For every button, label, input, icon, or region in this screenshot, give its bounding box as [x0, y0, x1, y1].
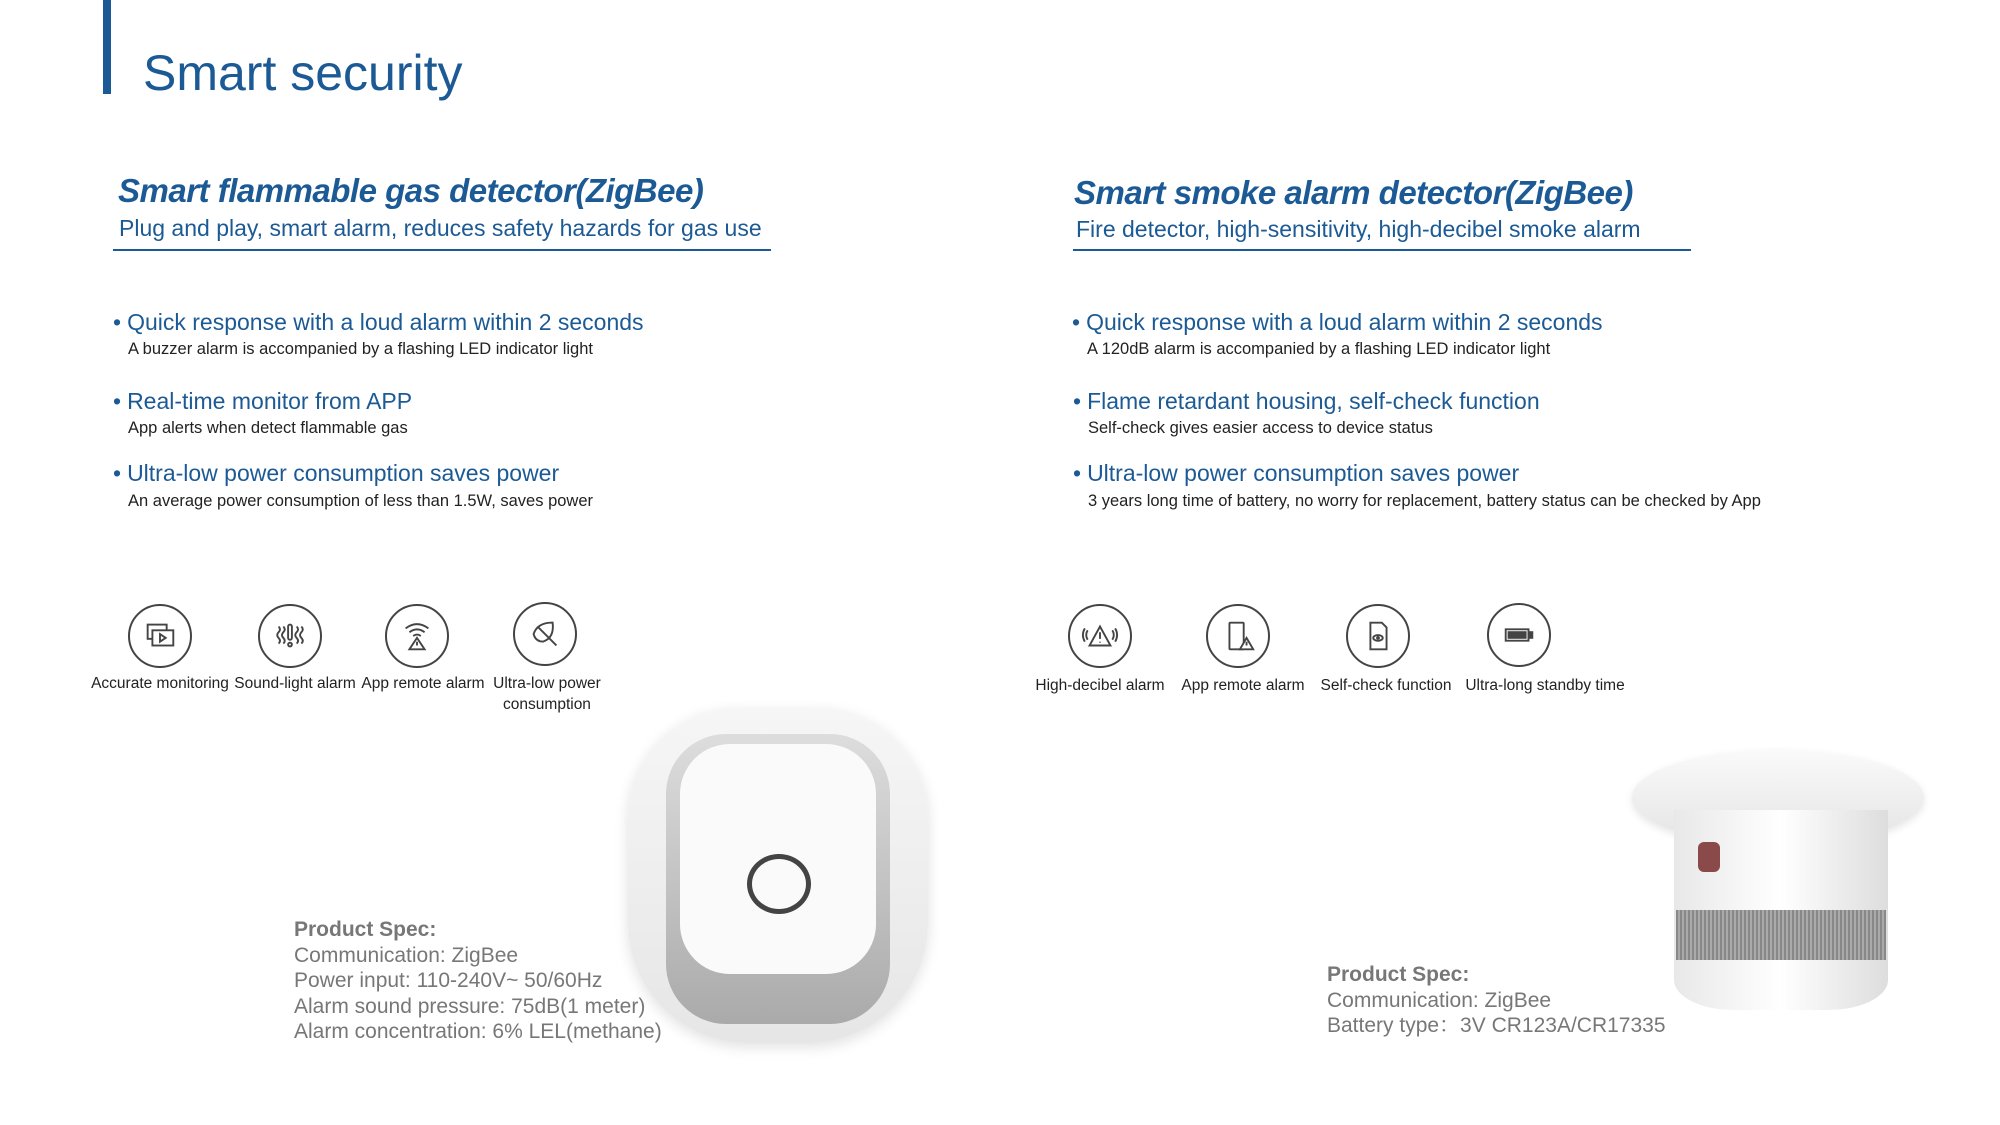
feature-title: • Flame retardant housing, self-check function [1088, 388, 1540, 415]
spec-title: Product Spec: [1327, 963, 1470, 986]
spec-line: Alarm sound pressure: 75dB(1 meter) [294, 994, 646, 1018]
feature-icon-label: Sound-light alarm [234, 675, 356, 692]
smoke-alarm-spec [1327, 962, 1666, 1039]
feature-icon-label: Ultra-low power consumption [493, 675, 601, 713]
battery-icon [1487, 603, 1551, 667]
feature-desc: Self-check gives easier access to device status [1088, 419, 1433, 437]
gas-detector-subtitle: Plug and play, smart alarm, reduces safety hazards for gas use [119, 215, 762, 241]
feature-icon-label: Self-check function [1320, 677, 1452, 694]
spec-line: Alarm concentration: 6% LEL(methane) [294, 1020, 662, 1043]
wifi-warning-icon [385, 604, 449, 668]
feature-title: • Quick response with a loud alarm within 2 seconds [128, 309, 644, 336]
feature-desc: App alerts when detect flammable gas [128, 419, 408, 437]
smoke-alarm-heading: Smart smoke alarm detector(ZigBee) [1074, 174, 1633, 211]
feature-title: • Quick response with a loud alarm within 2 seconds [1087, 309, 1603, 336]
feature-icon-label: Accurate monitoring [91, 675, 229, 692]
smoke-alarm-subtitle: Fire detector, high-sensitivity, high-decibel smoke alarm [1076, 216, 1641, 242]
feature-title: • Ultra-low power consumption saves power [1088, 460, 1519, 487]
sound-light-icon [258, 604, 322, 668]
leaf-icon [513, 602, 577, 666]
feature-icon-label: High-decibel alarm [1035, 677, 1165, 694]
feature-icon-label: App remote alarm [361, 675, 485, 692]
feature-icon-label: App remote alarm [1181, 677, 1305, 694]
phone-warning-icon [1206, 604, 1270, 668]
feature-icon-label: Ultra-long standby time [1465, 677, 1625, 694]
document-eye-icon [1346, 604, 1410, 668]
feature-desc: A 120dB alarm is accompanied by a flashing LED indicator light [1087, 340, 1551, 358]
spec-line: Power input: 110-240V~ 50/60Hz [294, 969, 603, 992]
title-accent-bar [103, 0, 111, 94]
feature-desc: An average power consumption of less than 1.5W, saves power [128, 492, 594, 510]
spec-line: Communication: ZigBee [294, 943, 519, 967]
spec-line: Battery type：3V CR123A/CR17335 [1327, 1014, 1666, 1037]
gas-detector-heading: Smart flammable gas detector(ZigBee) [118, 172, 704, 209]
feature-title: • Real-time monitor from APP [128, 388, 412, 415]
page-title: Smart security [143, 45, 463, 101]
gas-detector-image [628, 708, 928, 1043]
monitor-play-icon [128, 604, 192, 668]
loud-warning-icon [1068, 604, 1132, 668]
divider [1073, 249, 1691, 251]
spec-line: Communication: ZigBee [1327, 988, 1552, 1012]
feature-title: • Ultra-low power consumption saves power [128, 460, 559, 487]
feature-desc: A buzzer alarm is accompanied by a flashing LED indicator light [128, 340, 593, 358]
feature-desc: 3 years long time of battery, no worry for replacement, battery status can be checked by App [1088, 492, 1761, 510]
divider [113, 249, 771, 251]
gas-detector-spec [294, 917, 662, 1045]
spec-title: Product Spec: [294, 918, 437, 941]
smoke-alarm-image [1632, 750, 1924, 1030]
